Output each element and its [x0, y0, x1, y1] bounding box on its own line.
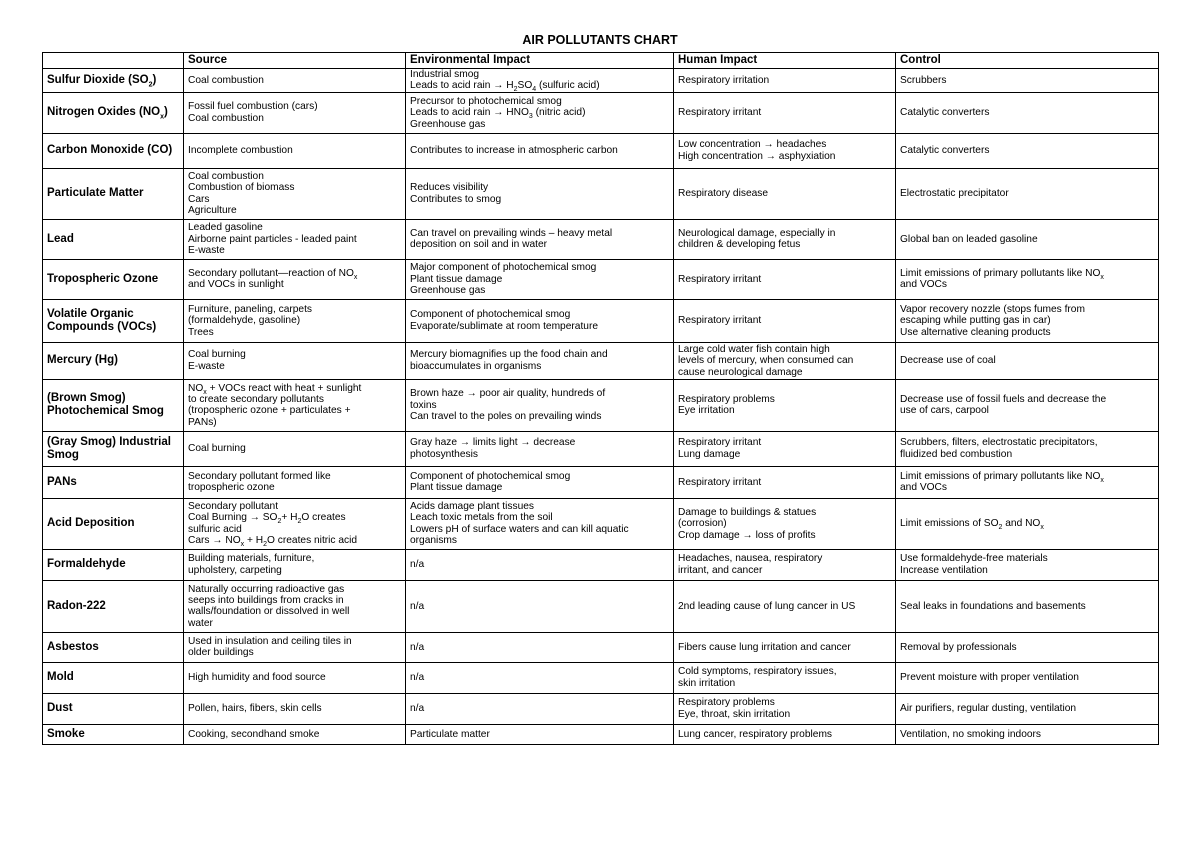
cell-line: Acids damage plant tissues	[410, 501, 535, 512]
cell-line: Naturally occurring radioactive gas	[188, 583, 345, 595]
cell-line: (formaldehyde, gasoline)	[188, 315, 301, 327]
cell-line: Coal burning	[188, 349, 246, 361]
cell-line: Respiratory irritant	[678, 107, 762, 119]
cell-line: (corrosion)	[678, 518, 727, 530]
human-impact-cell	[674, 168, 896, 219]
cell-line: sulfuric acid	[188, 523, 242, 535]
cell-line: Eye irritation	[678, 405, 735, 417]
source-cell	[184, 299, 406, 342]
cell-line: Plant tissue damage	[410, 482, 503, 494]
cell-line: Component of photochemical smog	[410, 309, 571, 321]
human-impact-cell	[674, 342, 896, 379]
pollutant-name: Asbestos	[43, 632, 184, 662]
cell-line: children & developing fetus	[678, 239, 801, 251]
environmental-impact-cell	[406, 632, 674, 662]
cell-line: Prevent moisture with proper ventilation	[900, 672, 1079, 684]
header-pollutant	[43, 53, 184, 69]
cell-line: seeps into buildings from cracks in	[188, 594, 344, 606]
cell-line: Air purifiers, regular dusting, ventilation	[900, 703, 1077, 715]
pollutant-name: Sulfur Dioxide $(SO_2)$	[43, 69, 184, 93]
cell-line: n/a	[410, 600, 425, 612]
environmental-impact-cell	[406, 379, 674, 431]
cell-line: Lung damage	[678, 448, 741, 460]
environmental-impact-cell	[406, 299, 674, 342]
cell-line: Headaches, nausea, respiratory	[678, 553, 823, 565]
source-cell	[184, 466, 406, 498]
source-cell	[184, 662, 406, 693]
human-impact-cell	[674, 259, 896, 299]
control-cell	[896, 259, 1159, 299]
cell-line: Used in insulation and ceiling tiles in	[188, 635, 352, 647]
cell-line: Cooking, secondhand smoke	[188, 728, 320, 740]
pollutant-name: Lead	[43, 219, 184, 259]
cell-line: Contributes to increase in atmospheric carbon	[410, 145, 618, 157]
control-cell	[896, 69, 1159, 93]
table-row	[43, 299, 1159, 342]
cell-line: Cold symptoms, respiratory issues,	[678, 666, 837, 678]
environmental-impact-cell	[406, 342, 674, 379]
cell-line: PANs)	[188, 416, 217, 428]
cell-line: bioaccumulates in organisms	[410, 360, 542, 372]
table-row	[43, 168, 1159, 219]
cell-line: Fossil fuel combustion (cars)	[188, 101, 318, 113]
cell-line: Use formaldehyde-free materials	[900, 553, 1048, 565]
cell-line: High humidity and food source	[188, 672, 326, 684]
cell-line: to create secondary pollutants	[188, 393, 324, 405]
cell-line: Contributes to smog	[410, 193, 502, 205]
human-impact-cell	[674, 219, 896, 259]
table-row	[43, 379, 1159, 431]
cell-line: Neurological damage, especially in	[678, 227, 836, 239]
pollutant-name: Carbon Monoxide (CO)	[43, 133, 184, 168]
environmental-impact-cell	[406, 724, 674, 744]
control-cell	[896, 342, 1159, 379]
cell-line: $NO_x$ + VOCs react with heat + sunlight	[188, 382, 362, 396]
cell-line: Can travel on prevailing winds – heavy metal	[410, 227, 613, 239]
table-row	[43, 69, 1159, 93]
control-cell	[896, 498, 1159, 549]
human-impact-cell	[674, 724, 896, 744]
human-impact-cell	[674, 379, 896, 431]
cell-line: n/a	[410, 559, 425, 571]
control-cell	[896, 219, 1159, 259]
control-cell	[896, 133, 1159, 168]
control-cell	[896, 299, 1159, 342]
cell-line: tropospheric ozone	[188, 482, 275, 494]
cell-line: and VOCs in sunlight	[188, 279, 284, 291]
cell-line: Industrial smog	[410, 69, 480, 80]
cell-line: Use alternative cleaning products	[900, 326, 1051, 338]
cell-line: Major component of photochemical smog	[410, 262, 597, 274]
table-row	[43, 662, 1159, 693]
human-impact-cell	[674, 431, 896, 466]
control-cell	[896, 724, 1159, 744]
pollutant-name: Particulate Matter	[43, 168, 184, 219]
control-cell	[896, 431, 1159, 466]
chart-title: AIR POLLUTANTS CHART	[522, 33, 678, 47]
pollutant-name: Radon-222	[43, 580, 184, 632]
control-cell	[896, 92, 1159, 133]
pollutant-name: (Brown Smog) Photochemical Smog	[43, 379, 184, 431]
table-row	[43, 632, 1159, 662]
environmental-impact-cell	[406, 259, 674, 299]
cell-line: Damage to buildings & statues	[678, 506, 817, 518]
cell-line: Pollen, hairs, fibers, skin cells	[188, 703, 322, 715]
cell-line: Cars	[188, 193, 210, 205]
cell-line: Secondary pollutant	[188, 501, 279, 512]
cell-line: Low concentration → headaches	[678, 139, 827, 151]
human-impact-cell	[674, 662, 896, 693]
cell-line: Evaporate/sublimate at room temperature	[410, 320, 598, 332]
cell-line: Crop damage → loss of profits	[678, 529, 816, 541]
cell-line: walls/foundation or dissolved in well	[188, 606, 350, 618]
cell-line: Coal combustion	[188, 74, 264, 86]
cell-line: fluidized bed combustion	[900, 448, 1013, 460]
control-cell	[896, 466, 1159, 498]
header-row	[43, 53, 1159, 69]
source-cell	[184, 580, 406, 632]
source-cell	[184, 259, 406, 299]
cell-line: Secondary pollutant formed like	[188, 470, 331, 482]
cell-line: photosynthesis	[410, 448, 478, 460]
table-row	[43, 580, 1159, 632]
cell-line: n/a	[410, 703, 425, 715]
cell-line: Leach toxic metals from the soil	[410, 512, 553, 524]
human-impact-cell	[674, 299, 896, 342]
cell-line: Seal leaks in foundations and basements	[900, 600, 1086, 612]
table-row	[43, 549, 1159, 580]
table-row	[43, 431, 1159, 466]
cell-line: Respiratory irritant	[678, 273, 762, 285]
cell-line: Electrostatic precipitator	[900, 188, 1009, 200]
cell-line: cause neurological damage	[678, 366, 803, 378]
header-human-impact: Human Impact	[674, 53, 896, 69]
cell-line: skin irritation	[678, 677, 736, 689]
pollutant-name: Dust	[43, 693, 184, 724]
table-row	[43, 92, 1159, 133]
cell-line: Plant tissue damage	[410, 273, 503, 285]
source-cell	[184, 168, 406, 219]
control-cell	[896, 632, 1159, 662]
cell-line: Fibers cause lung irritation and cancer	[678, 641, 851, 653]
table-row	[43, 693, 1159, 724]
cell-line: Coal Burning → $SO_2+ H_2O$ creates	[188, 512, 346, 526]
human-impact-cell	[674, 498, 896, 549]
cell-line: Precursor to photochemical smog	[410, 95, 562, 107]
cell-line: Building materials, furniture,	[188, 553, 315, 565]
cell-line: Respiratory irritant	[678, 315, 762, 327]
cell-line: Respiratory problems	[678, 393, 775, 405]
pollutant-name: Mold	[43, 662, 184, 693]
cell-line: Respiratory irritant	[678, 476, 762, 488]
table-row	[43, 498, 1159, 549]
cell-line: water	[188, 617, 213, 629]
cell-line: E-waste	[188, 360, 225, 372]
pollutant-name: Volatile Organic Compounds (VOCs)	[43, 299, 184, 342]
human-impact-cell	[674, 133, 896, 168]
cell-line: Eye, throat, skin irritation	[678, 708, 791, 720]
control-cell	[896, 168, 1159, 219]
cell-line: levels of mercury, when consumed can	[678, 355, 854, 367]
cell-line: n/a	[410, 641, 425, 653]
cell-line: Cars → $NO_x + H_2O$ creates nitric acid	[188, 535, 358, 549]
cell-line: Secondary pollutant—reaction of $NO_x$	[188, 267, 358, 281]
human-impact-cell	[674, 693, 896, 724]
cell-line: Limit emissions of $SO_2$ and $NO_x$	[900, 518, 1044, 532]
cell-line: Airborne paint particles - leaded paint	[188, 233, 357, 245]
cell-line: Lowers pH of surface waters and can kill aquatic	[410, 523, 629, 535]
cell-line: Leads to acid rain → $HNO_3$ (nitric acid)	[410, 107, 586, 121]
cell-line: Coal combustion	[188, 112, 264, 124]
cell-line: 2nd leading cause of lung cancer in US	[678, 600, 856, 612]
source-cell	[184, 693, 406, 724]
cell-line: Decrease use of coal	[900, 355, 996, 367]
human-impact-cell	[674, 92, 896, 133]
cell-line: Mercury biomagnifies up the food chain and	[410, 349, 608, 361]
cell-line: Increase ventilation	[900, 564, 988, 576]
environmental-impact-cell	[406, 498, 674, 549]
source-cell	[184, 219, 406, 259]
cell-line: Limit emissions of primary pollutants like $NO_x$	[900, 267, 1104, 281]
human-impact-cell	[674, 632, 896, 662]
cell-line: n/a	[410, 672, 425, 684]
control-cell	[896, 379, 1159, 431]
pollutant-name: (Gray Smog) Industrial Smog	[43, 431, 184, 466]
cell-line: older buildings	[188, 647, 254, 659]
cell-line: Gray haze → limits light → decrease	[410, 437, 576, 449]
source-cell	[184, 379, 406, 431]
cell-line: High concentration → asphyxiation	[678, 150, 836, 162]
environmental-impact-cell	[406, 431, 674, 466]
environmental-impact-cell	[406, 662, 674, 693]
cell-line: Can travel to the poles on prevailing winds	[410, 411, 602, 423]
cell-line: Limit emissions of primary pollutants like $NO_x$	[900, 470, 1104, 484]
control-cell	[896, 580, 1159, 632]
cell-line: Brown haze → poor air quality, hundreds of	[410, 388, 606, 400]
cell-line: irritant, and cancer	[678, 564, 763, 576]
environmental-impact-cell	[406, 168, 674, 219]
table-body	[43, 69, 1159, 745]
cell-line: Combustion of biomass	[188, 182, 295, 194]
table-row	[43, 342, 1159, 379]
pollutant-name: Tropospheric Ozone	[43, 259, 184, 299]
cell-line: and VOCs	[900, 279, 947, 291]
environmental-impact-cell	[406, 92, 674, 133]
control-cell	[896, 662, 1159, 693]
control-cell	[896, 693, 1159, 724]
cell-line: Greenhouse gas	[410, 285, 486, 297]
pollutant-name: PANs	[43, 466, 184, 498]
header-control: Control	[896, 53, 1159, 69]
cell-line: and VOCs	[900, 482, 947, 494]
pollutant-name: Nitrogen Oxides $(NO_x)$	[43, 92, 184, 133]
cell-line: Respiratory irritation	[678, 74, 770, 86]
source-cell	[184, 724, 406, 744]
table-row	[43, 259, 1159, 299]
source-cell	[184, 342, 406, 379]
pollutant-name: Mercury (Hg)	[43, 342, 184, 379]
human-impact-cell	[674, 580, 896, 632]
header-source: Source	[184, 53, 406, 69]
table-row	[43, 724, 1159, 744]
source-cell	[184, 92, 406, 133]
cell-line: Particulate matter	[410, 728, 490, 740]
table-row	[43, 466, 1159, 498]
source-cell	[184, 498, 406, 549]
table-row	[43, 219, 1159, 259]
environmental-impact-cell	[406, 133, 674, 168]
cell-line: Scrubbers	[900, 74, 947, 86]
source-cell	[184, 549, 406, 580]
cell-line: Furniture, paneling, carpets	[188, 303, 313, 315]
pollutant-name: Formaldehyde	[43, 549, 184, 580]
environmental-impact-cell	[406, 693, 674, 724]
cell-line: Coal burning	[188, 443, 246, 455]
source-cell	[184, 133, 406, 168]
environmental-impact-cell	[406, 219, 674, 259]
cell-line: Catalytic converters	[900, 145, 990, 157]
cell-line: Greenhouse gas	[410, 118, 486, 130]
pollutant-name: Smoke	[43, 724, 184, 744]
source-cell	[184, 69, 406, 93]
cell-line: Removal by professionals	[900, 641, 1017, 653]
cell-line: Respiratory disease	[678, 188, 769, 200]
table-row	[43, 133, 1159, 168]
pollutants-table	[42, 52, 1159, 745]
cell-line: E-waste	[188, 245, 225, 257]
cell-line: Respiratory problems	[678, 697, 775, 709]
cell-line: Trees	[188, 326, 214, 338]
cell-line: Incomplete combustion	[188, 145, 293, 157]
header-environmental-impact: Environmental Impact	[406, 53, 674, 69]
cell-line: Ventilation, no smoking indoors	[900, 728, 1042, 740]
environmental-impact-cell	[406, 580, 674, 632]
cell-line: Global ban on leaded gasoline	[900, 233, 1038, 245]
cell-line: Component of photochemical smog	[410, 470, 571, 482]
cell-line: organisms	[410, 535, 457, 547]
source-cell	[184, 632, 406, 662]
cell-line: Decrease use of fossil fuels and decrease the	[900, 393, 1107, 405]
cell-line: escaping while putting gas in car)	[900, 315, 1051, 327]
human-impact-cell	[674, 69, 896, 93]
cell-line: (tropospheric ozone + particulates +	[188, 405, 351, 417]
human-impact-cell	[674, 466, 896, 498]
cell-line: Scrubbers, filters, electrostatic precipitators,	[900, 437, 1098, 449]
cell-line: Catalytic converters	[900, 107, 990, 119]
cell-line: upholstery, carpeting	[188, 564, 282, 576]
human-impact-cell	[674, 549, 896, 580]
control-cell	[896, 549, 1159, 580]
environmental-impact-cell	[406, 466, 674, 498]
source-cell	[184, 431, 406, 466]
cell-line: Agriculture	[188, 205, 237, 217]
cell-line: Reduces visibility	[410, 182, 489, 194]
cell-line: toxins	[410, 399, 437, 411]
environmental-impact-cell	[406, 69, 674, 93]
cell-line: Lung cancer, respiratory problems	[678, 728, 833, 740]
cell-line: Leaded gasoline	[188, 222, 263, 234]
cell-line: Respiratory irritant	[678, 437, 762, 449]
cell-line: Vapor recovery nozzle (stops fumes from	[900, 303, 1085, 315]
cell-line: Large cold water fish contain high	[678, 343, 830, 355]
cell-line: deposition on soil and in water	[410, 239, 548, 251]
cell-line: Leads to acid rain → $H_2SO_4$ (sulfuric acid)	[410, 80, 600, 93]
pollutant-name: Acid Deposition	[43, 498, 184, 549]
cell-line: use of cars, carpool	[900, 405, 989, 417]
environmental-impact-cell	[406, 549, 674, 580]
cell-line: Coal combustion	[188, 171, 264, 182]
